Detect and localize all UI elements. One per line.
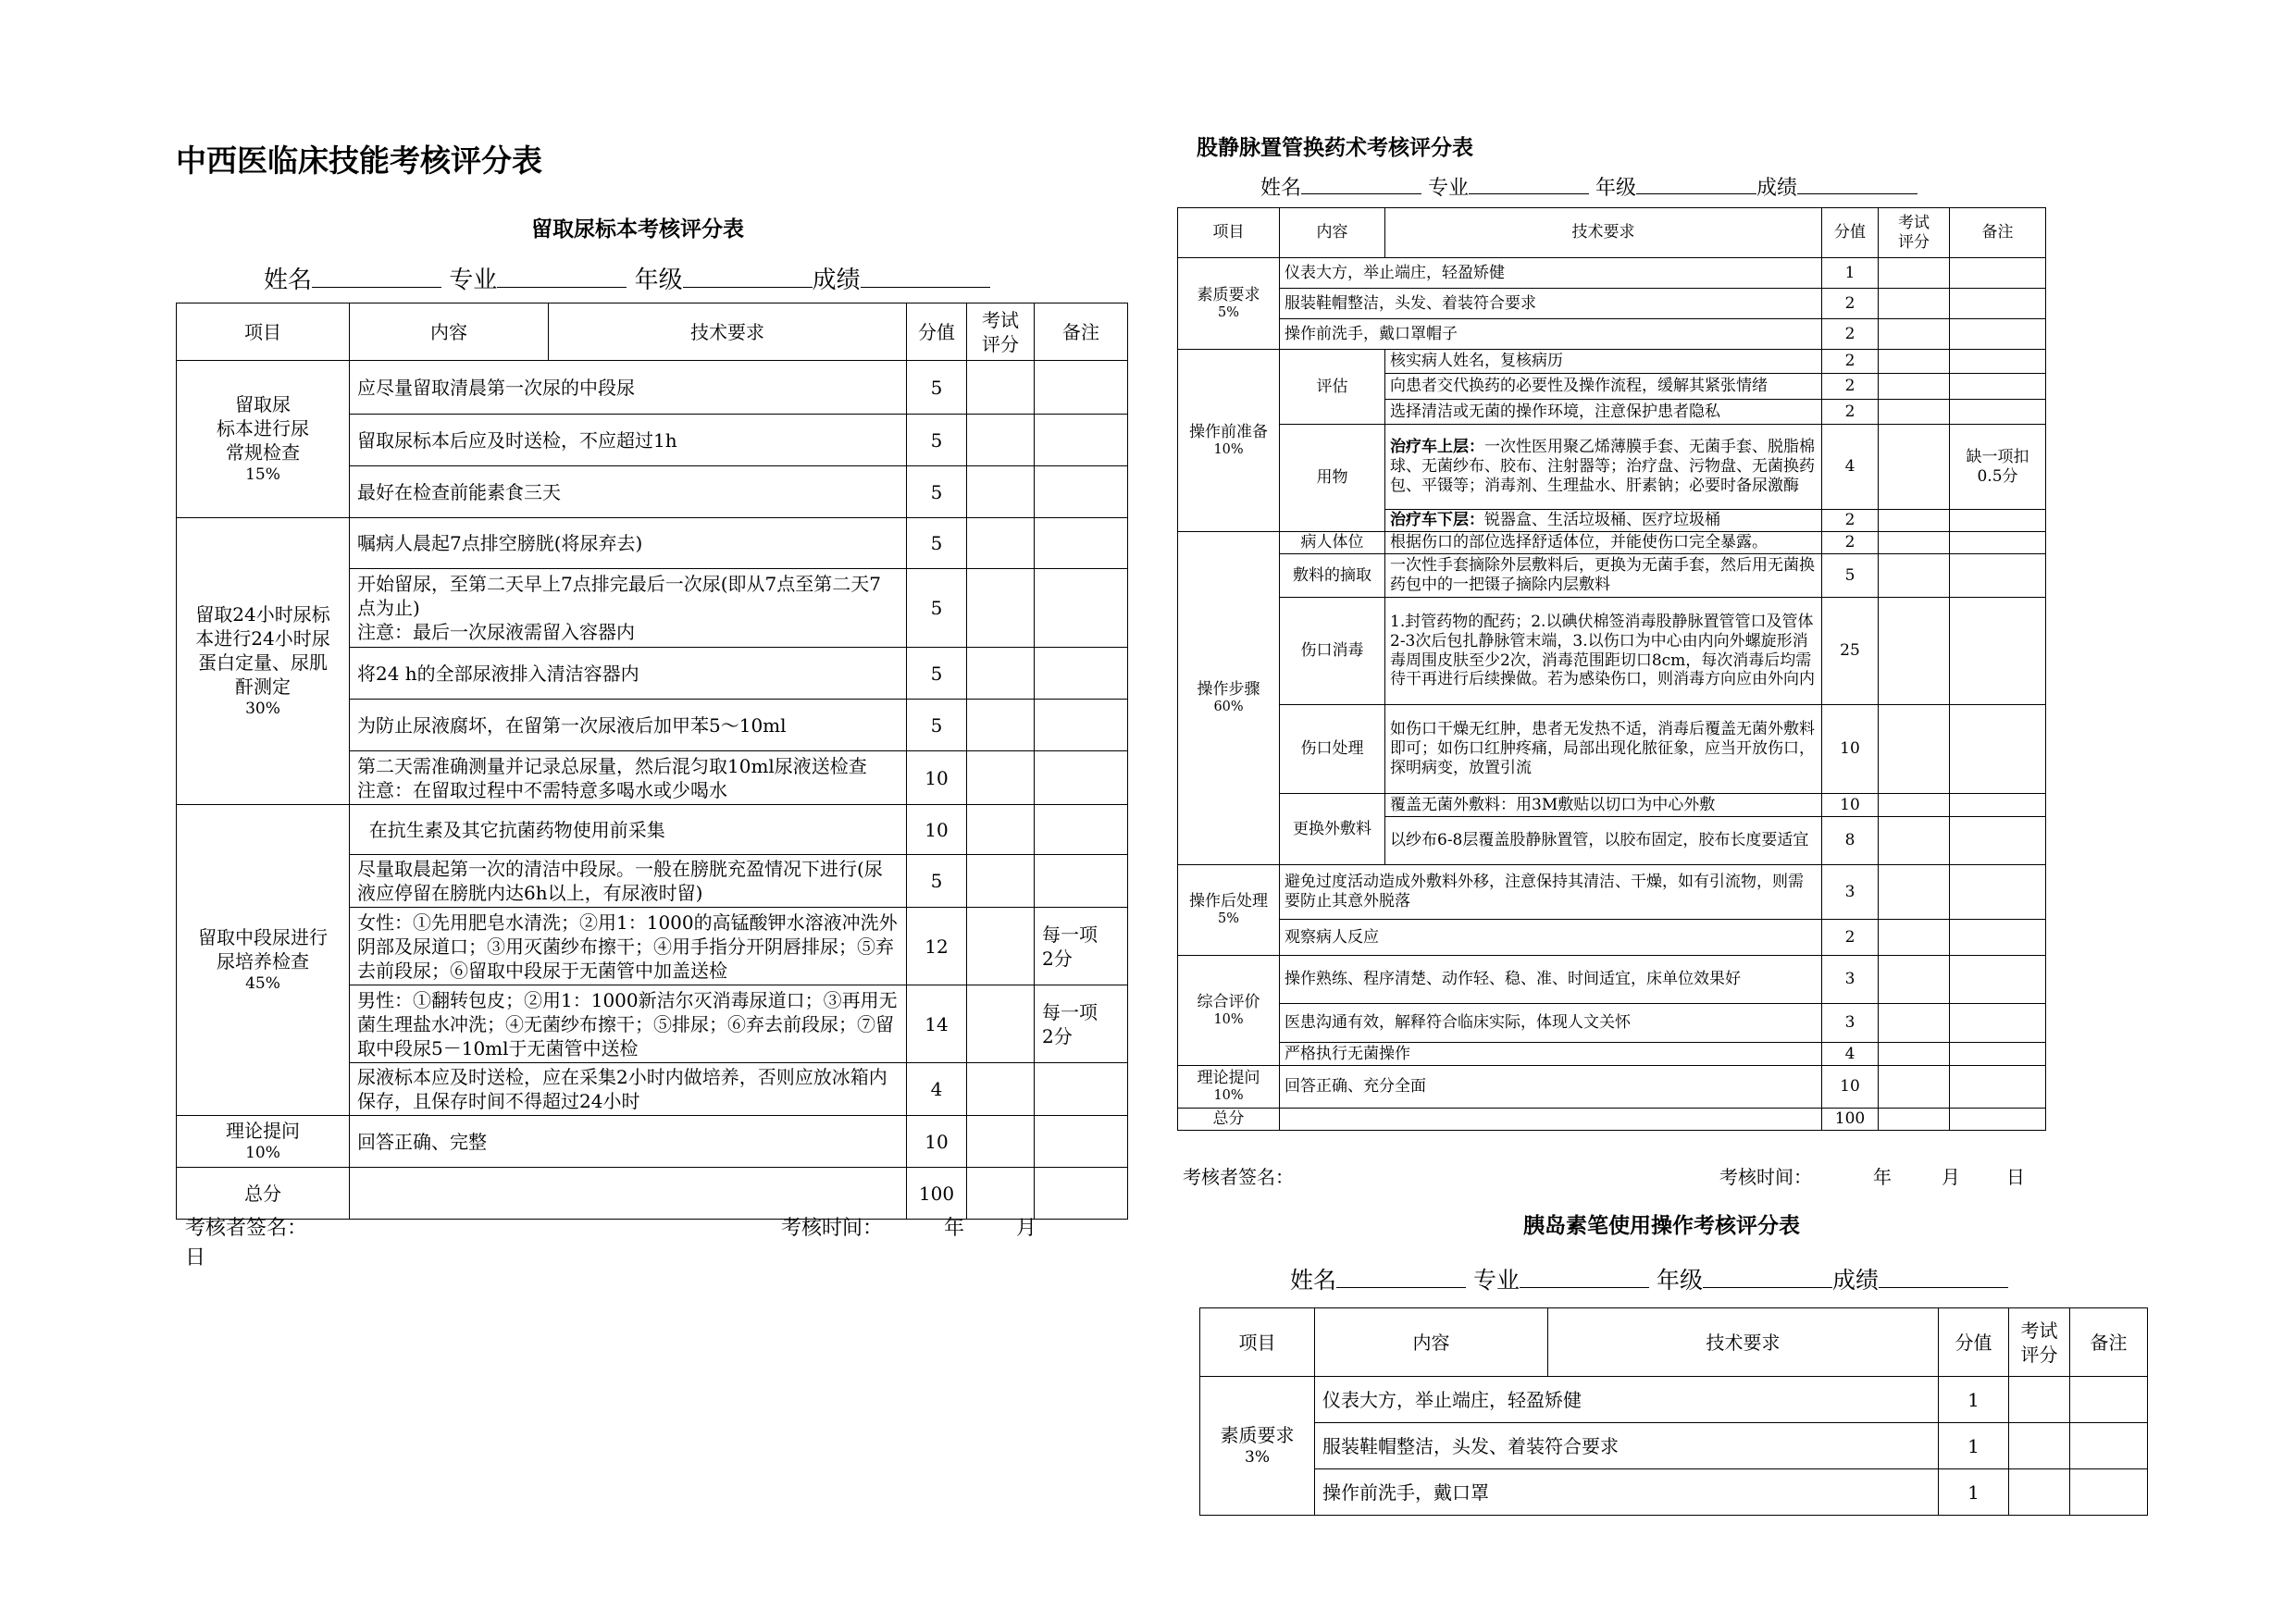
- requirement-text: 医患沟通有效，解释符合临床实际，体现人文关怀: [1280, 1004, 1822, 1043]
- score-label: 成绩: [1756, 177, 1798, 200]
- remark-cell: [1035, 855, 1128, 908]
- points-cell: 1: [1939, 1423, 2009, 1469]
- grade-label: 年级: [1656, 1267, 1703, 1294]
- urine-day-label: 日: [185, 1246, 206, 1270]
- grade-blank[interactable]: [1636, 193, 1756, 194]
- header-item: 项目: [1178, 208, 1280, 258]
- group-title: 留取尿 标本进行尿 常规检查 15%: [177, 361, 350, 518]
- name-blank[interactable]: [1301, 193, 1421, 194]
- header-item: 项目: [1200, 1308, 1315, 1377]
- remark-cell: [1950, 1004, 2046, 1043]
- requirement-text: 一次性手套摘除外层敷料后，更换为无菌手套，然后用无菌换药包中的一把镊子摘除内层敷料: [1385, 554, 1822, 598]
- femoral-day-label: 日: [2006, 1166, 2025, 1188]
- remark-cell: 每一项 2分: [1035, 908, 1128, 985]
- urine-sheet-title: 留取尿标本考核评分表: [531, 217, 744, 242]
- points-cell: 1: [1939, 1469, 2009, 1516]
- total-points: 100: [907, 1168, 967, 1220]
- subgroup-title: 用物: [1280, 425, 1385, 532]
- remark-cell: [1950, 920, 2046, 956]
- remark-cell: [1035, 1168, 1128, 1220]
- requirement-text: 尽量取晨起第一次的清洁中段尿。一般在膀胱充盈情况下进行(尿液应停留在膀胱内达6h以上，有尿液时留): [350, 855, 907, 908]
- major-label: 专业: [1472, 1267, 1520, 1294]
- remark-cell: [2070, 1423, 2148, 1469]
- remark-cell: [1035, 751, 1128, 805]
- remark-cell: [1035, 1063, 1128, 1116]
- points-cell: 2: [1822, 319, 1879, 350]
- points-cell: 1: [1822, 258, 1879, 289]
- points-cell: 2: [1822, 400, 1879, 425]
- score-input-cell[interactable]: [967, 569, 1035, 648]
- header-remark: 备注: [1950, 208, 2046, 258]
- points-cell: 2: [1822, 374, 1879, 400]
- requirement-text: 根据伤口的部位选择舒适体位，并能使伤口完全暴露。: [1385, 532, 1822, 554]
- major-blank[interactable]: [1520, 1287, 1649, 1288]
- score-input-cell[interactable]: [967, 415, 1035, 466]
- header-tech: 技术要求: [1385, 208, 1822, 258]
- femoral-exam-time: 考核时间：: [1719, 1166, 1812, 1188]
- group-title: 留取中段尿进行 尿培养检查 45%: [177, 805, 350, 1116]
- points-cell: 12: [907, 908, 967, 985]
- score-input-cell[interactable]: [967, 985, 1035, 1063]
- remark-cell: [1035, 518, 1128, 569]
- remark-cell: [1950, 705, 2046, 794]
- name-label: 姓名: [1290, 1267, 1337, 1294]
- score-input-cell[interactable]: [1879, 794, 1950, 817]
- score-input-cell[interactable]: [967, 700, 1035, 751]
- score-input-cell[interactable]: [1879, 374, 1950, 400]
- grade-blank[interactable]: [683, 287, 813, 288]
- requirement-text: 男性：①翻转包皮；②用1：1000新洁尔灭消毒尿道口；③再用无菌生理盐水冲洗；④无菌纱布擦干；⑤排尿；⑥弃去前段尿；⑦留取中段尿5－10ml于无菌管中送检: [350, 985, 907, 1063]
- remark-cell: [1950, 532, 2046, 554]
- total-label: 总分: [177, 1168, 350, 1220]
- points-cell: 5: [907, 700, 967, 751]
- requirement-text: 回答正确、完整: [350, 1116, 907, 1168]
- requirement-text: 嘱病人晨起7点排空膀胱(将尿弃去): [350, 518, 907, 569]
- remark-cell: [1950, 598, 2046, 705]
- score-input-cell[interactable]: [967, 1116, 1035, 1168]
- score-input-cell[interactable]: [1879, 350, 1950, 374]
- requirement-text: 最好在检查前能素食三天: [350, 466, 907, 518]
- header-tech: 技术要求: [549, 304, 907, 361]
- remark-cell: [1950, 510, 2046, 532]
- requirement-text: 操作熟练、程序清楚、动作轻、稳、准、时间适宜，床单位效果好: [1280, 956, 1822, 1004]
- remark-cell: [1035, 361, 1128, 415]
- points-cell: 4: [1822, 1043, 1879, 1066]
- score-blank[interactable]: [1797, 193, 1917, 194]
- requirement-text: 向患者交代换药的必要性及操作流程，缓解其紧张情绪: [1385, 374, 1822, 400]
- points-cell: 10: [1822, 705, 1879, 794]
- grade-label: 年级: [634, 266, 683, 294]
- femoral-examiner-sign: 考核者签名：: [1183, 1166, 1294, 1188]
- requirement-text: 回答正确、充分全面: [1280, 1066, 1822, 1109]
- points-cell: 10: [1822, 794, 1879, 817]
- score-input-cell[interactable]: [967, 855, 1035, 908]
- remark-cell: [1035, 700, 1128, 751]
- requirement-text: 在抗生素及其它抗菌药物使用前采集: [350, 805, 907, 855]
- remark-cell: [1950, 319, 2046, 350]
- points-cell: 8: [1822, 817, 1879, 865]
- urine-exam-time: 考核时间：: [781, 1217, 884, 1240]
- requirement-text: 1.封管药物的配药；2.以碘伏棉签消毒股静脉置管管口及管体2-3次后包扎静脉管末端，3.以伤口为中心由内向外螺旋形消毒周围皮肤至少2次，消毒范围距切口8cm，每次消毒后均需待干再进行后续操做。若为感染伤口，则消毒方向应由外向内: [1385, 598, 1822, 705]
- remark-cell: [1950, 350, 2046, 374]
- score-input-cell[interactable]: [1879, 258, 1950, 289]
- remark-cell: [1035, 1116, 1128, 1168]
- header-exam-score: 考试 评分: [1879, 208, 1950, 258]
- remark-cell: [1035, 648, 1128, 700]
- remark-cell: [1950, 258, 2046, 289]
- remark-cell: [1950, 956, 2046, 1004]
- remark-cell: 缺一项扣 0.5分: [1950, 425, 2046, 510]
- name-blank[interactable]: [1336, 1287, 1466, 1288]
- femoral-sheet-title: 股静脉置管换药术考核评分表: [1197, 136, 1473, 160]
- requirement-text: 将24 h的全部尿液排入清洁容器内: [350, 648, 907, 700]
- urine-info-line: [264, 261, 990, 295]
- header-points: 分值: [1822, 208, 1879, 258]
- name-blank[interactable]: [312, 287, 441, 288]
- points-cell: 2: [1822, 920, 1879, 956]
- group-title: 素质要求 3%: [1200, 1377, 1315, 1516]
- remark-cell: [1035, 415, 1128, 466]
- requirement-text: 如伤口干燥无红肿，患者无发热不适，消毒后覆盖无菌外敷料即可；如伤口红肿疼痛，局部出现化脓征象，应当开放伤口，探明病变，放置引流: [1385, 705, 1822, 794]
- remark-cell: [1950, 1043, 2046, 1066]
- remark-cell: [2070, 1469, 2148, 1516]
- score-input-cell[interactable]: [1879, 920, 1950, 956]
- requirement-text: 覆盖无菌外敷料：用3M敷贴以切口为中心外敷: [1385, 794, 1822, 817]
- total-blank: [1280, 1109, 1822, 1131]
- header-tech: 技术要求: [1548, 1308, 1939, 1377]
- grade-label: 年级: [1595, 177, 1637, 200]
- urine-examiner-sign: 考核者签名：: [185, 1217, 308, 1240]
- total-score-cell[interactable]: [1879, 1109, 1950, 1131]
- femoral-info-line: [1260, 172, 1917, 201]
- points-cell: 5: [907, 466, 967, 518]
- group-title: 素质要求 5%: [1178, 258, 1280, 350]
- requirement-text: 严格执行无菌操作: [1280, 1043, 1822, 1066]
- points-cell: 4: [907, 1063, 967, 1116]
- score-blank[interactable]: [861, 287, 990, 288]
- requirement-text: 为防止尿液腐坏，在留第一次尿液后加甲苯5～10ml: [350, 700, 907, 751]
- requirement-text: 留取尿标本后应及时送检，不应超过1h: [350, 415, 907, 466]
- subgroup-title: 更换外敷料: [1280, 794, 1385, 865]
- remark-cell: [1035, 569, 1128, 648]
- score-input-cell[interactable]: [1879, 705, 1950, 794]
- score-input-cell[interactable]: [1879, 1004, 1950, 1043]
- requirement-text: 仪表大方，举止端庄，轻盈矫健: [1315, 1377, 1939, 1423]
- score-input-cell[interactable]: [1879, 817, 1950, 865]
- femoral-score-table: [1177, 207, 2046, 1131]
- remark-cell: [1950, 817, 2046, 865]
- points-cell: 10: [1822, 1066, 1879, 1109]
- remark-cell: 每一项 2分: [1035, 985, 1128, 1063]
- score-label: 成绩: [1831, 1267, 1879, 1294]
- requirement-text: 操作前洗手，戴口罩帽子: [1280, 319, 1822, 350]
- score-input-cell[interactable]: [2009, 1469, 2070, 1516]
- subgroup-title: 伤口消毒: [1280, 598, 1385, 705]
- points-cell: 5: [907, 361, 967, 415]
- requirement-text: 操作前洗手，戴口罩: [1315, 1469, 1939, 1516]
- group-title: 留取24小时尿标 本进行24小时尿 蛋白定量、尿肌 酐测定 30%: [177, 518, 350, 805]
- requirement-text: 选择清洁或无菌的操作环境，注意保护患者隐私: [1385, 400, 1822, 425]
- requirement-text: 治疗车上层：一次性医用聚乙烯薄膜手套、无菌手套、脱脂棉球、无菌纱布、胶布、注射器等；治疗盘、污物盘、无菌换药包、平镊等；消毒剂、生理盐水、肝素钠；必要时备尿激酶: [1385, 425, 1822, 510]
- points-cell: 10: [907, 1116, 967, 1168]
- points-cell: 1: [1939, 1377, 2009, 1423]
- remark-cell: [1950, 1109, 2046, 1131]
- subgroup-title: 病人体位: [1280, 532, 1385, 554]
- remark-cell: [2070, 1377, 2148, 1423]
- score-input-cell[interactable]: [2009, 1423, 2070, 1469]
- header-exam-score: 考试 评分: [967, 304, 1035, 361]
- points-cell: 3: [1822, 865, 1879, 920]
- page-title: 中西医临床技能考核评分表: [176, 142, 542, 179]
- major-blank[interactable]: [1469, 193, 1589, 194]
- subgroup-title: 敷料的摘取: [1280, 554, 1385, 598]
- score-input-cell[interactable]: [967, 751, 1035, 805]
- urine-month-label: 月: [1016, 1217, 1037, 1240]
- header-item: 项目: [177, 304, 350, 361]
- points-cell: 2: [1822, 289, 1879, 319]
- header-exam-score: 考试 评分: [2009, 1308, 2070, 1377]
- points-cell: 25: [1822, 598, 1879, 705]
- points-cell: 10: [907, 805, 967, 855]
- major-label: 专业: [449, 266, 498, 294]
- name-label: 姓名: [1260, 177, 1302, 200]
- total-points: 100: [1822, 1109, 1879, 1131]
- group-title: 理论提问 10%: [1178, 1066, 1280, 1109]
- score-input-cell[interactable]: [967, 1063, 1035, 1116]
- points-cell: 2: [1822, 532, 1879, 554]
- score-label: 成绩: [812, 266, 861, 294]
- urine-score-table: [176, 303, 1128, 1220]
- header-remark: 备注: [2070, 1308, 2148, 1377]
- header-content: 内容: [1280, 208, 1385, 258]
- points-cell: 2: [1822, 350, 1879, 374]
- points-cell: 10: [907, 751, 967, 805]
- subgroup-title: 评估: [1280, 350, 1385, 425]
- requirement-text: 服装鞋帽整洁，头发、着装符合要求: [1280, 289, 1822, 319]
- group-title: 理论提问 10%: [177, 1116, 350, 1168]
- score-input-cell[interactable]: [1879, 598, 1950, 705]
- requirement-text: 服装鞋帽整洁，头发、着装符合要求: [1315, 1423, 1939, 1469]
- score-blank[interactable]: [1879, 1287, 2008, 1288]
- remark-cell: [1950, 865, 2046, 920]
- score-input-cell[interactable]: [1879, 532, 1950, 554]
- total-label: 总分: [1178, 1109, 1280, 1131]
- name-label: 姓名: [264, 266, 313, 294]
- score-input-cell[interactable]: [1879, 956, 1950, 1004]
- femoral-year-label: 年: [1873, 1166, 1892, 1188]
- points-cell: 5: [1822, 554, 1879, 598]
- remark-cell: [1950, 400, 2046, 425]
- score-input-cell[interactable]: [1879, 510, 1950, 532]
- points-cell: 2: [1822, 510, 1879, 532]
- requirement-text: 开始留尿，至第二天早上7点排完最后一次尿(即从7点至第二天7点为止) 注意：最后一次尿液需留入容器内: [350, 569, 907, 648]
- score-input-cell[interactable]: [967, 805, 1035, 855]
- urine-year-label: 年: [944, 1217, 965, 1240]
- header-remark: 备注: [1035, 304, 1128, 361]
- remark-cell: [1035, 805, 1128, 855]
- femoral-month-label: 月: [1942, 1166, 1960, 1188]
- requirement-text: 核实病人姓名，复核病历: [1385, 350, 1822, 374]
- requirement-text: 治疗车下层：锐器盒、生活垃圾桶、医疗垃圾桶: [1385, 510, 1822, 532]
- score-input-cell[interactable]: [1879, 865, 1950, 920]
- points-cell: 5: [907, 415, 967, 466]
- requirement-text: 尿液标本应及时送检，应在采集2小时内做培养，否则应放冰箱内保存，且保存时间不得超过24小时: [350, 1063, 907, 1116]
- requirement-text: 应尽量留取清晨第一次尿的中段尿: [350, 361, 907, 415]
- group-title: 操作后处理 5%: [1178, 865, 1280, 956]
- insulin-score-table: [1199, 1307, 2148, 1516]
- header-content: 内容: [1315, 1308, 1548, 1377]
- score-input-cell[interactable]: [1879, 319, 1950, 350]
- subgroup-title: 伤口处理: [1280, 705, 1385, 794]
- header-content: 内容: [350, 304, 549, 361]
- score-input-cell[interactable]: [1879, 289, 1950, 319]
- grade-blank[interactable]: [1703, 1287, 1832, 1288]
- score-input-cell[interactable]: [967, 908, 1035, 985]
- requirement-text: 第二天需准确测量并记录总尿量，然后混匀取10ml尿液送检查 注意：在留取过程中不需特意多喝水或少喝水: [350, 751, 907, 805]
- major-blank[interactable]: [497, 287, 627, 288]
- requirement-text: 观察病人反应: [1280, 920, 1822, 956]
- requirement-text: 避免过度活动造成外敷料外移，注意保持其清洁、干燥，如有引流物，则需要防止其意外脱落: [1280, 865, 1822, 920]
- score-input-cell[interactable]: [967, 466, 1035, 518]
- points-cell: 3: [1822, 956, 1879, 1004]
- score-input-cell[interactable]: [967, 361, 1035, 415]
- requirement-text: 女性：①先用肥皂水清洗；②用1：1000的高锰酸钾水溶液冲洗外阴部及尿道口；③用灭菌纱布擦干；④用手指分开阴唇排尿；⑤弃去前段尿；⑥留取中段尿于无菌管中加盖送检: [350, 908, 907, 985]
- remark-cell: [1950, 1066, 2046, 1109]
- score-input-cell[interactable]: [1879, 554, 1950, 598]
- remark-cell: [1950, 794, 2046, 817]
- major-label: 专业: [1428, 177, 1470, 200]
- group-title: 操作步骤 60%: [1178, 532, 1280, 865]
- score-input-cell[interactable]: [1879, 1066, 1950, 1109]
- insulin-sheet-title: 胰岛素笔使用操作考核评分表: [1523, 1214, 1800, 1238]
- header-points: 分值: [1939, 1308, 2009, 1377]
- score-input-cell[interactable]: [1879, 425, 1950, 510]
- points-cell: 5: [907, 569, 967, 648]
- points-cell: 4: [1822, 425, 1879, 510]
- score-input-cell[interactable]: [2009, 1377, 2070, 1423]
- remark-cell: [1950, 374, 2046, 400]
- points-cell: 5: [907, 518, 967, 569]
- score-input-cell[interactable]: [967, 648, 1035, 700]
- header-points: 分值: [907, 304, 967, 361]
- points-cell: 5: [907, 648, 967, 700]
- score-input-cell[interactable]: [1879, 1043, 1950, 1066]
- score-input-cell[interactable]: [1879, 400, 1950, 425]
- points-cell: 3: [1822, 1004, 1879, 1043]
- insulin-info-line: [1290, 1262, 2008, 1295]
- group-title: 综合评价 10%: [1178, 956, 1280, 1066]
- remark-cell: [1035, 466, 1128, 518]
- remark-cell: [1950, 289, 2046, 319]
- points-cell: 5: [907, 855, 967, 908]
- points-cell: 14: [907, 985, 967, 1063]
- score-input-cell[interactable]: [967, 518, 1035, 569]
- remark-cell: [1950, 554, 2046, 598]
- requirement-text: 以纱布6-8层覆盖股静脉置管，以胶布固定，胶布长度要适宜: [1385, 817, 1822, 865]
- requirement-text: 仪表大方，举止端庄，轻盈矫健: [1280, 258, 1822, 289]
- group-title: 操作前准备 10%: [1178, 350, 1280, 532]
